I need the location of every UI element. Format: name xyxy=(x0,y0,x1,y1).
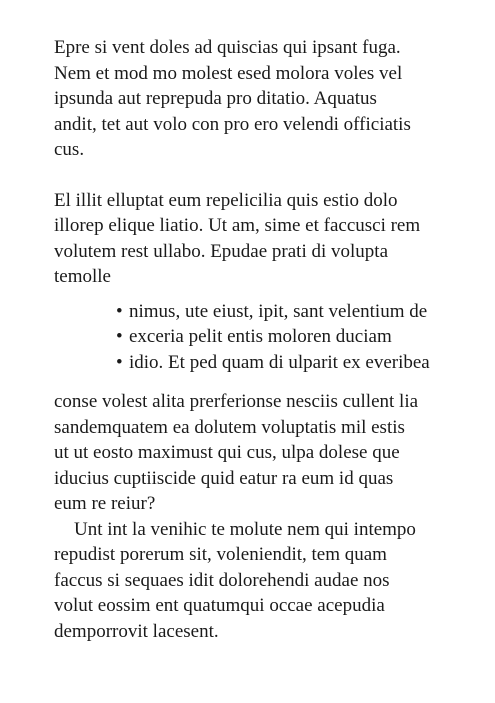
bullet-item xyxy=(116,350,474,376)
text-line: Epre si vent doles ad quiscias qui ipsant fuga. xyxy=(54,37,401,58)
text-line: volutem rest ullabo. Epudae prati di volupta xyxy=(54,240,389,262)
text-line: demporrovit lacesent. xyxy=(54,620,219,642)
bullet-text: nimus, ute eiust, ipit, sant velentium de xyxy=(129,300,428,322)
text-line: Nem et mod mo molest esed molora voles vel xyxy=(54,62,403,84)
text-line: El illit elluptat eum repelicilia quis estio dolo xyxy=(54,189,398,211)
text-line: sandemquatem ea dolutem voluptatis mil estis xyxy=(54,416,405,438)
bullet-icon: • xyxy=(116,351,123,373)
text-line: conse volest alita prerferionse nesciis cullent lia xyxy=(54,391,419,412)
text-line: volut eossim ent quatumqui occae acepudia xyxy=(54,595,385,616)
text-line: repudist porerum sit, voleniendit, tem quam xyxy=(54,544,387,565)
document-page xyxy=(54,35,474,644)
bullet-text: idio. Et ped quam di ulparit ex everibea xyxy=(129,351,430,373)
continuation-paragraph xyxy=(54,389,474,517)
text-line: ipsunda aut reprepuda pro ditatio. Aquatus xyxy=(54,88,377,109)
text-line: faccus si sequaes idit dolorehendi audae nos xyxy=(54,569,390,591)
bullet-item xyxy=(116,299,474,325)
bullet-icon: • xyxy=(116,326,123,347)
final-paragraph xyxy=(54,517,474,645)
bullet-item xyxy=(116,324,474,350)
text-line: cus. xyxy=(54,139,85,160)
text-line: eum re reiur? xyxy=(54,493,156,514)
bullet-icon: • xyxy=(116,300,123,322)
text-line: iducius cuptiiscide quid eatur ra eum id quas xyxy=(54,467,394,489)
bullet-text: exceria pelit entis moloren duciam xyxy=(129,326,392,347)
paragraph-2 xyxy=(54,188,474,290)
paragraph-1 xyxy=(54,35,474,163)
text-line: temolle xyxy=(54,266,111,287)
text-line: ut ut eosto maximust qui cus, ulpa dolese que xyxy=(54,442,400,463)
bullet-list xyxy=(54,299,474,376)
text-line: Unt int la venihic te molute nem qui intempo xyxy=(74,518,416,540)
text-line: illorep elique liatio. Ut am, sime et faccusci rem xyxy=(54,215,421,236)
text-line: andit, tet aut volo con pro ero velendi officiatis xyxy=(54,113,411,135)
